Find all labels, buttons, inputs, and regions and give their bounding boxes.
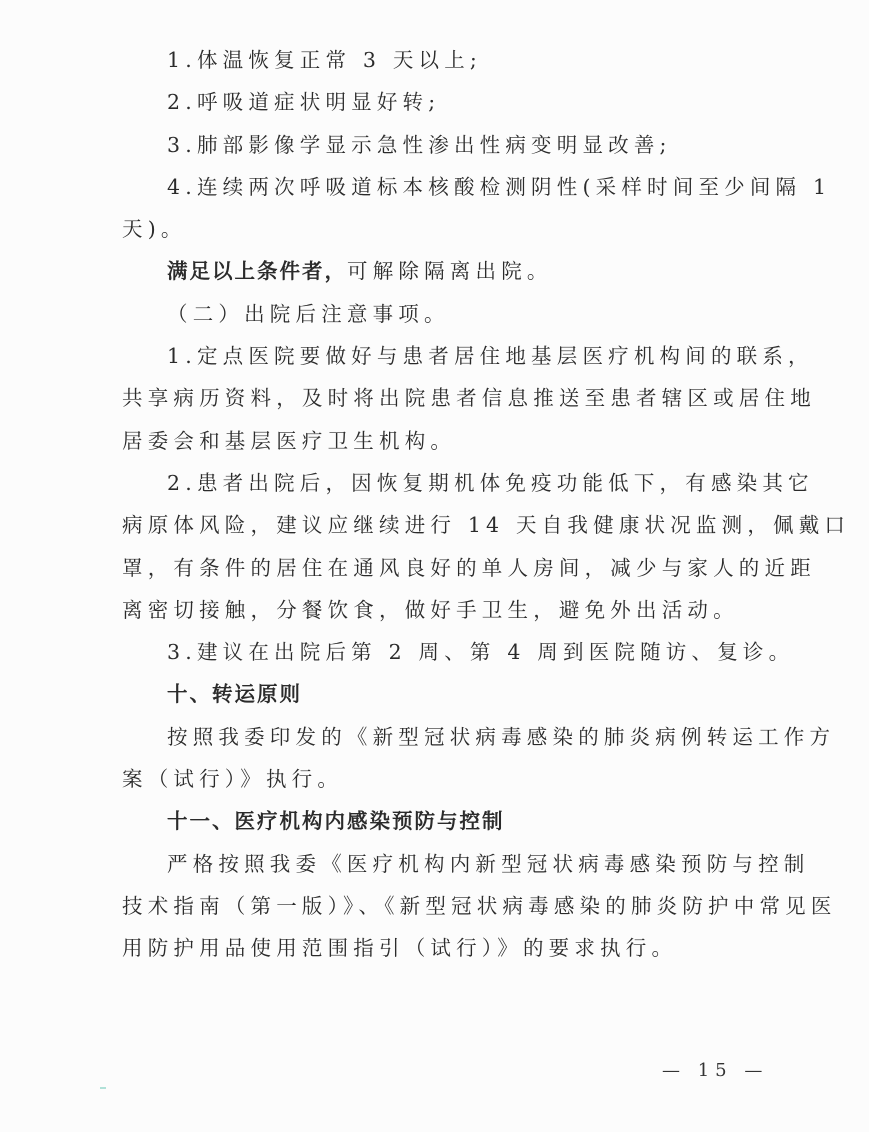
section-heading-transfer: 十、转运原则 — [167, 682, 302, 707]
section-body-line: 案（试行）》执行。 — [122, 767, 344, 792]
note-paragraph-line: 罩，有条件的居住在通风良好的单人房间，减少与家人的近距 — [122, 555, 816, 580]
criteria-item-3: 3.肺部影像学显示急性渗出性病变明显改善; — [167, 132, 672, 157]
section-body-line: 按照我委印发的《新型冠状病毒感染的肺炎病例转运工作方 — [167, 724, 836, 749]
discharge-condition-text: 可解除隔离出院。 — [347, 259, 553, 284]
criteria-item-4: 4.连续两次呼吸道标本核酸检测阴性(采样时间至少间隔 1 — [167, 174, 832, 199]
scan-artifact — [100, 1087, 106, 1089]
criteria-item-1: 1.体温恢复正常 3 天以上; — [167, 48, 483, 72]
note-paragraph-line: 离密切接触，分餐饮食，做好手卫生，避免外出活动。 — [122, 597, 739, 622]
discharge-condition-emphasis: 满足以上条件者， — [167, 259, 347, 284]
note-paragraph-line: 病原体风险，建议应继续进行 14 天自我健康状况监测，佩戴口 — [122, 513, 851, 538]
note-paragraph-line: 居委会和基层医疗卫生机构。 — [122, 428, 457, 453]
section-heading-infection-control: 十一、医疗机构内感染预防与控制 — [167, 809, 505, 834]
subsection-title-post-discharge: （二）出院后注意事项。 — [167, 301, 450, 326]
discharge-condition — [122, 250, 762, 292]
section-body-line: 用防护用品使用范围指引（试行）》的要求执行。 — [122, 936, 678, 961]
note-paragraph-line: 共享病历资料，及时将出院患者信息推送至患者辖区或居住地 — [122, 386, 816, 411]
note-paragraph-line: 3.建议在出院后第 2 周、第 4 周到医院随访、复诊。 — [167, 640, 795, 665]
criteria-item-2: 2.呼吸道症状明显好转; — [167, 90, 441, 115]
note-paragraph-line: 2.患者出院后，因恢复期机体免疫功能低下，有感染其它 — [167, 470, 814, 495]
section-body-line: 严格按照我委《医疗机构内新型冠状病毒感染预防与控制 — [167, 851, 810, 876]
criteria-item-4-continued: 天)。 — [122, 217, 187, 242]
document-body — [122, 39, 851, 970]
section-body-line: 技术指南（第一版）》、《新型冠状病毒感染的肺炎防护中常见医 — [122, 893, 837, 918]
note-paragraph-line: 1.定点医院要做好与患者居住地基层医疗机构间的联系， — [167, 344, 814, 369]
page-number: — 15 — — [662, 1060, 769, 1081]
